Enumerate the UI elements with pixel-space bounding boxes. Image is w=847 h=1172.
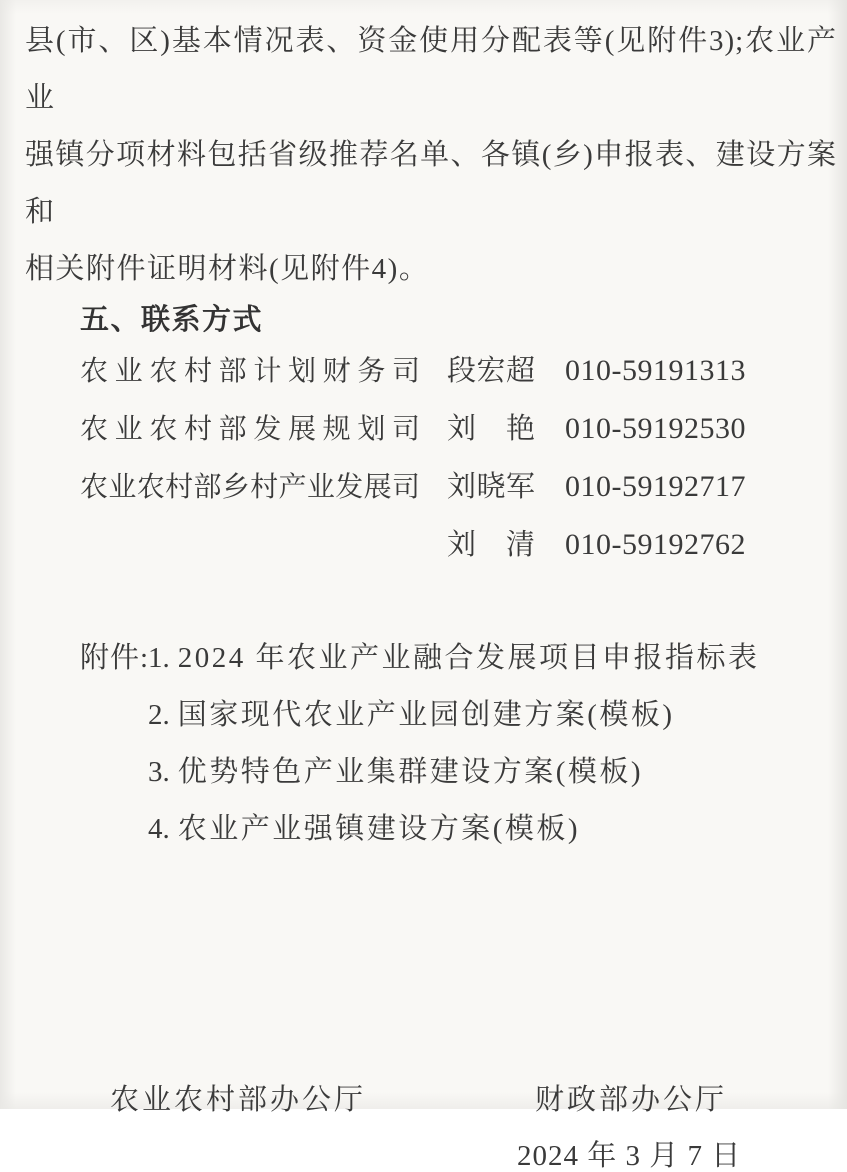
- contact-phone: 010-59191313: [565, 354, 746, 387]
- contact-row: [80, 400, 847, 458]
- contact-name: 刘 艳: [447, 413, 535, 445]
- contact-department: 农业农村部乡村产业发展司: [80, 472, 420, 503]
- attachments-label: 附件:: [80, 642, 150, 674]
- attachment-title: 优势特色产业集群建设方案(模板): [177, 756, 644, 788]
- section-heading-contact-info: 五、联系方式: [80, 304, 264, 336]
- signature-agriculture-ministry: 农业农村部办公厅: [110, 1084, 367, 1116]
- attachment-number: 1.: [148, 642, 170, 674]
- contact-list: [0, 342, 847, 574]
- attachment-row: [80, 801, 847, 858]
- contact-department: 农业农村部计划财务司: [80, 356, 420, 387]
- contact-row: [80, 516, 847, 574]
- attachment-number: 3.: [148, 756, 170, 788]
- body-paragraph: [0, 13, 847, 298]
- contact-department: 农业农村部发展规划司: [80, 414, 420, 445]
- paragraph-line: 相关附件证明材料(见附件4)。: [25, 253, 430, 285]
- contact-phone: 010-59192530: [565, 412, 746, 445]
- attachment-row: [80, 630, 847, 687]
- attachment-number: 2.: [148, 699, 170, 731]
- attachment-number: 4.: [148, 813, 170, 845]
- attachment-list: [0, 630, 847, 858]
- paragraph-line: 强镇分项材料包括省级推荐名单、各镇(乡)申报表、建设方案和: [25, 139, 837, 228]
- contact-row: [80, 342, 847, 400]
- attachment-row: [80, 687, 847, 744]
- paragraph-line: 县(市、区)基本情况表、资金使用分配表等(见附件3);农业产业: [25, 25, 837, 114]
- contact-name: 刘晓军: [447, 471, 535, 503]
- contact-phone: 010-59192717: [565, 470, 746, 503]
- attachment-title: 国家现代农业产业园创建方案(模板): [177, 699, 675, 731]
- contact-name: 刘 清: [447, 529, 535, 561]
- attachment-title: 2024 年农业产业融合发展项目申报指标表: [177, 642, 760, 674]
- signature-block: [0, 1085, 847, 1115]
- document-date: 2024 年 3 月 7 日: [517, 1140, 742, 1172]
- attachment-title: 农业产业强镇建设方案(模板): [177, 813, 581, 845]
- contact-row: [80, 458, 847, 516]
- contact-name: 段宏超: [447, 355, 535, 387]
- signature-finance-ministry: 财政部办公厅: [535, 1084, 728, 1116]
- contact-phone: 010-59192762: [565, 528, 746, 561]
- attachment-row: [80, 744, 847, 801]
